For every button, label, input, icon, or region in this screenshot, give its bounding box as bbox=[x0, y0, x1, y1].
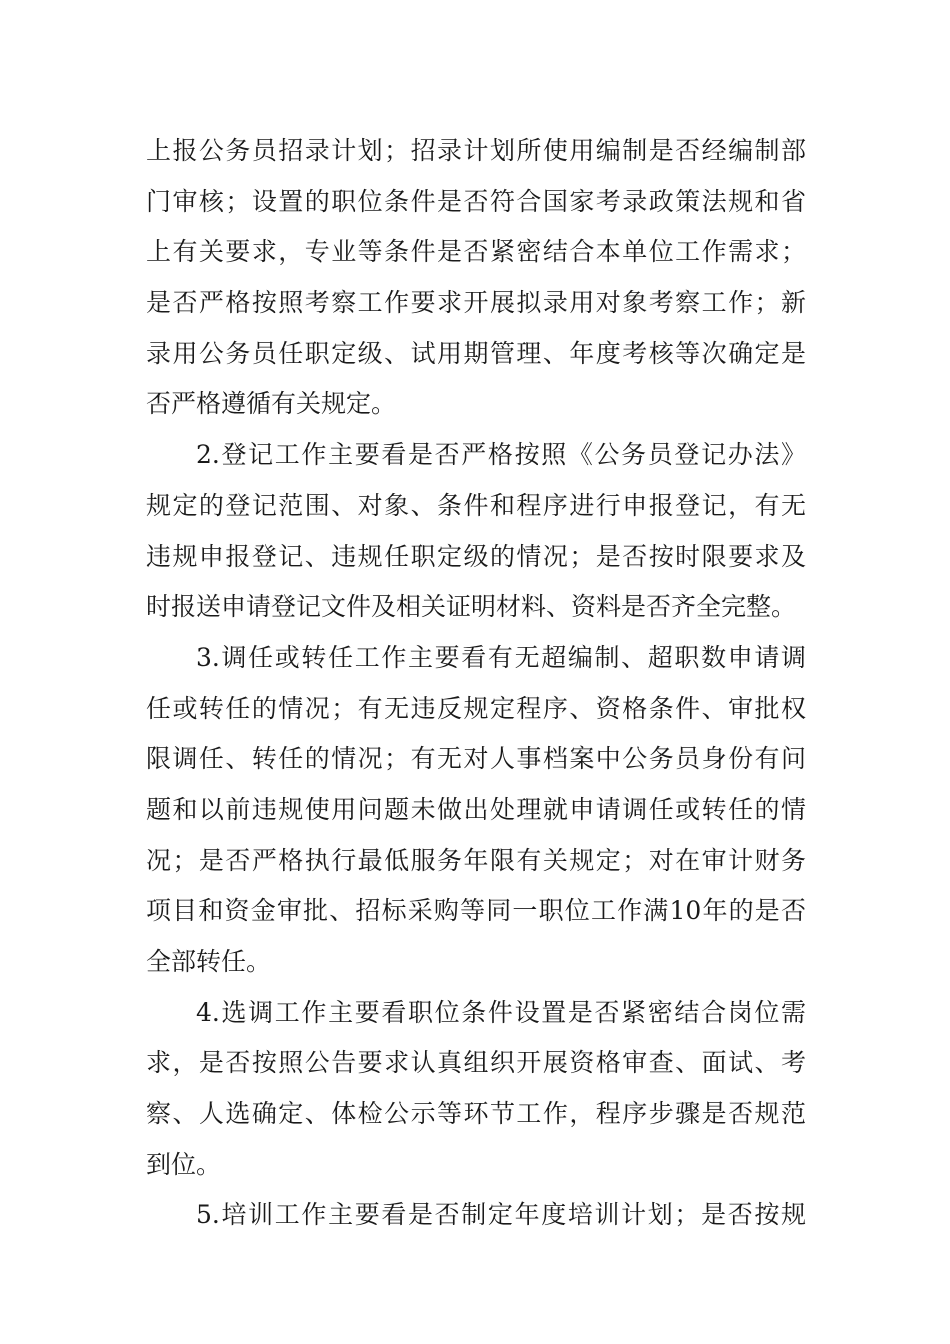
paragraph-line: 到位。 bbox=[146, 1149, 222, 1179]
paragraph-line: 上报公务员招录计划；招录计划所使用编制是否经编制部 bbox=[146, 136, 806, 165]
paragraph-line: 限调任、转任的情况；有无对人事档案中公务员身份有问 bbox=[146, 744, 806, 774]
paragraph-line: 违规申报登记、违规任职定级的情况；是否按时限要求及 bbox=[146, 541, 806, 571]
document-body bbox=[146, 126, 806, 1241]
paragraph-transfer bbox=[146, 633, 806, 988]
paragraph-line: 任或转任的情况；有无违反规定程序、资格条件、审批权 bbox=[146, 693, 806, 723]
paragraph-line: 录用公务员任职定级、试用期管理、年度考核等次确定是 bbox=[146, 338, 806, 368]
paragraph-line: 是否严格按照考察工作要求开展拟录用对象考察工作；新 bbox=[146, 288, 806, 318]
paragraph-line: 5.培训工作主要看是否制定年度培训计划；是否按规 bbox=[196, 1200, 806, 1230]
paragraph-selection bbox=[146, 988, 806, 1191]
paragraph-line: 2.登记工作主要看是否严格按照《公务员登记办法》 bbox=[196, 440, 806, 470]
paragraph-recruitment bbox=[146, 126, 806, 430]
paragraph-training bbox=[146, 1190, 806, 1241]
paragraph-line: 时报送申请登记文件及相关证明材料、资料是否齐全完整。 bbox=[146, 592, 797, 622]
paragraph-line: 题和以前违规使用问题未做出处理就申请调任或转任的情 bbox=[146, 794, 806, 824]
paragraph-registration bbox=[146, 430, 806, 633]
paragraph-line: 全部转任。 bbox=[146, 947, 272, 976]
paragraph-line: 规定的登记范围、对象、条件和程序进行申报登记，有无 bbox=[146, 490, 806, 520]
paragraph-line: 4.选调工作主要看职位条件设置是否紧密结合岗位需 bbox=[196, 997, 806, 1027]
paragraph-line: 察、人选确定、体检公示等环节工作，程序步骤是否规范 bbox=[146, 1099, 806, 1129]
paragraph-line: 3.调任或转任工作主要看有无超编制、超职数申请调 bbox=[196, 642, 806, 672]
paragraph-line: 况；是否严格执行最低服务年限有关规定；对在审计财务 bbox=[146, 845, 806, 875]
paragraph-line: 项目和资金审批、招标采购等同一职位工作满10年的是否 bbox=[146, 896, 806, 926]
paragraph-line: 求，是否按照公告要求认真组织开展资格审查、面试、考 bbox=[146, 1048, 806, 1078]
paragraph-line: 门审核；设置的职位条件是否符合国家考录政策法规和省 bbox=[146, 186, 806, 216]
paragraph-line: 否严格遵循有关规定。 bbox=[146, 389, 397, 419]
paragraph-line: 上有关要求，专业等条件是否紧密结合本单位工作需求； bbox=[146, 237, 806, 267]
